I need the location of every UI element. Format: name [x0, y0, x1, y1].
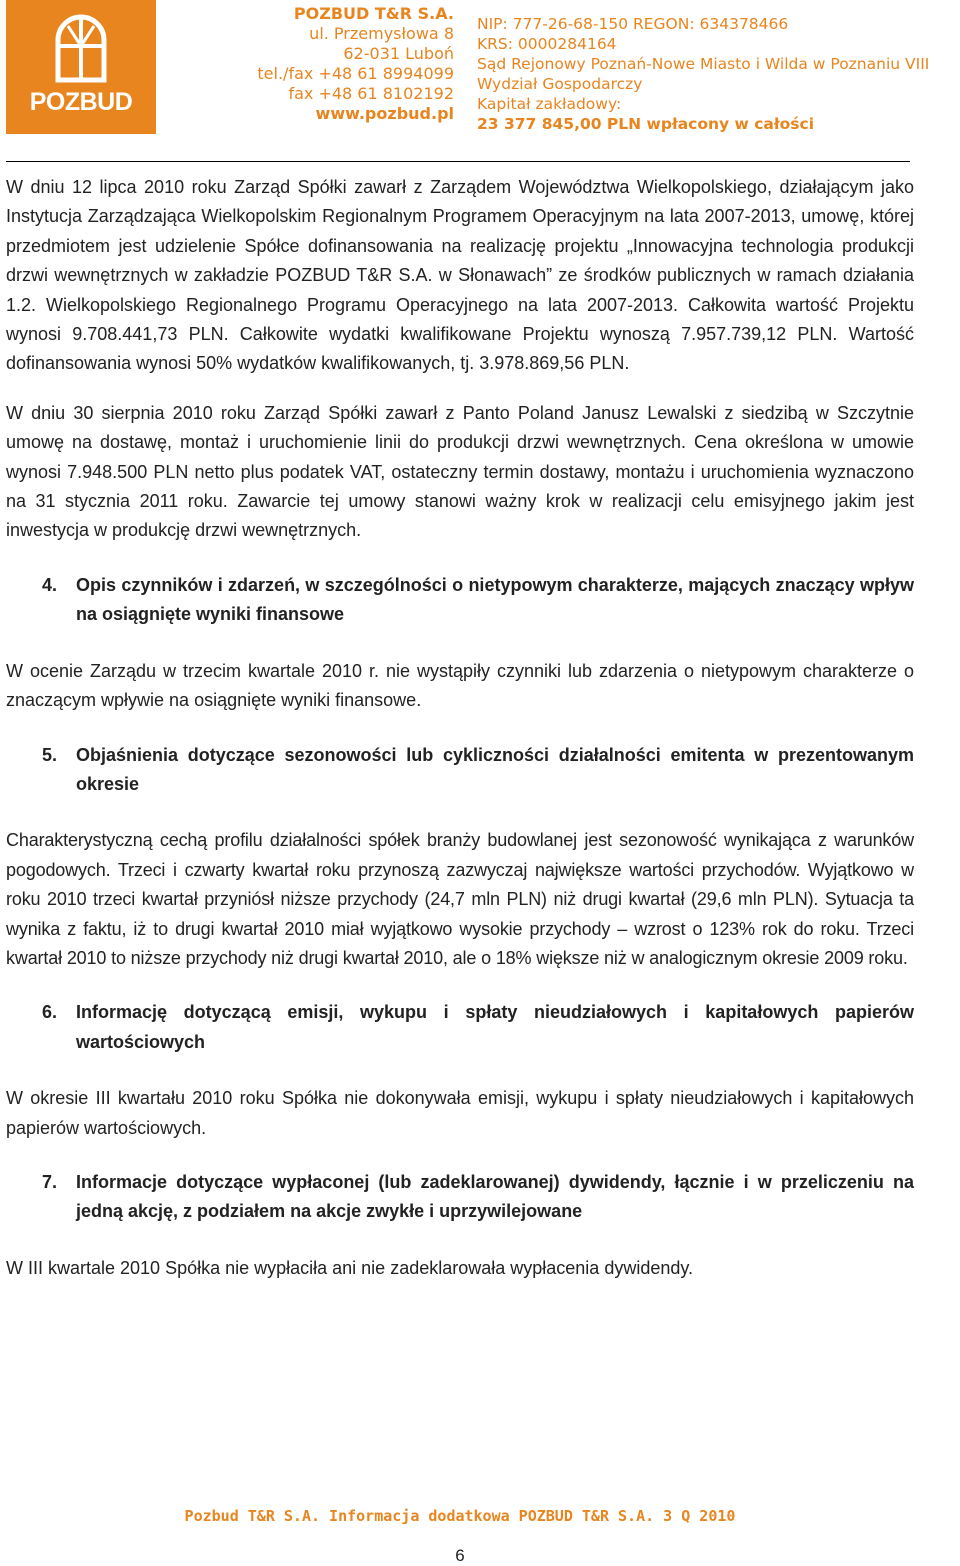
registration-court: Sąd Rejonowy Poznań-Nowe Miasto i Wilda w Poznaniu VIII — [477, 55, 930, 73]
company-address-block — [240, 4, 454, 124]
registration-block — [477, 14, 960, 134]
company-street: ul. Przemysłowa 8 — [309, 24, 454, 43]
section-title: Objaśnienia dotyczące sezonowości lub cykliczności działalności emitenta w prezentowanym okresie — [76, 744, 914, 794]
page-footer: Pozbud T&R S.A. Informacja dodatkowa POZBUD T&R S.A. 3 Q 2010 — [184, 1507, 736, 1525]
section-4-text: W ocenie Zarządu w trzecim kwartale 2010 r. nie wystąpiły czynniki lub zdarzenia o nietypowym charakterze o znaczącym wpływie na osiągnięte wyniki finansowe. — [6, 660, 914, 711]
company-telfax: tel./fax +48 61 8994099 — [257, 64, 454, 83]
section-number: 4. — [42, 574, 58, 595]
section-title: Informacje dotyczące wypłaconej (lub zadeklarowanej) dywidendy, łącznie i w przeliczeniu na jedną akcję, z podziałem na akcje zwykłe i uprzywilejowane — [76, 1171, 914, 1222]
company-logo — [6, 0, 156, 134]
nip-regon: NIP: 777-26-68-150 REGON: 634378466 — [477, 15, 789, 33]
paragraph-production-line-contract: W dniu 30 sierpnia 2010 roku Zarząd Spółki zawarł z Panto Poland Janusz Lewalski z siedzibą w Szczytnie umowę na dostawę, montaż i uruchomienie linii do produkcji drzwi wewnętrznych. Cena określona w umowie wynosi 7.948.500 PLN netto plus podatek VAT, ostateczny termin dostawy, montażu i uruchomienia wyznaczono na 31 stycznia 2011 roku. Zawarcie tej umowy stanowi ważny krok w realizacji celu emisyjnego jakim jest inwestycja w produkcję drzwi wewnętrznych. — [6, 402, 914, 541]
document-body — [6, 173, 914, 1303]
krs-number: KRS: 0000284164 — [477, 35, 617, 53]
logo-wordmark: POZBUD — [29, 88, 133, 116]
section-7-text: W III kwartale 2010 Spółka nie wypłaciła ani nie zadeklarowała wypłacenia dywidendy. — [6, 1257, 694, 1278]
registration-department: Wydział Gospodarczy — [477, 75, 643, 93]
section-number: 7. — [42, 1171, 58, 1192]
section-7-heading — [6, 1168, 914, 1227]
section-number: 5. — [42, 744, 58, 765]
section-4-heading — [6, 571, 914, 630]
company-city: 62-031 Luboń — [343, 44, 454, 63]
section-5-text: Charakterystyczną cechą profilu działalności spółek branży budowlanej jest sezonowość wynikająca z warunków pogodowych. Trzeci i czwarty kwartał roku przynoszą zazwyczaj największe wartości przychodów. Wyjątkowo w roku 2010 trzeci kwartał przyniósł niższe przychody (24,7 mln PLN) niż drugi kwartał (29,6 mln PLN). Sytuacja ta wynika z faktu, iż to drugi kwartał 2010 miał wyjątkowo wysokie przychody – wzrost o 123% rok do roku. Trzeci kwartał 2010 to niższe przychody niż drugi kwartał 2010, ale o 18% większe niż w analogicznym okresie 2009 roku. — [6, 830, 914, 968]
company-fax: fax +48 61 8102192 — [288, 84, 454, 103]
header-divider — [6, 161, 910, 162]
capital-value: 23 377 845,00 PLN wpłacony w całości — [477, 115, 815, 133]
section-title: Informację dotyczącą emisji, wykupu i spłaty nieudziałowych i kapitałowych papierów wartościowych — [76, 1002, 914, 1052]
section-6-text: W okresie III kwartału 2010 roku Spółka nie dokonywała emisji, wykupu i spłaty nieudziałowych i kapitałowych papierów wartościowych. — [6, 1088, 914, 1138]
company-website-link[interactable]: www.pozbud.pl — [315, 104, 454, 123]
page-number: 6 — [455, 1546, 465, 1565]
section-5-heading — [6, 741, 914, 800]
capital-label: Kapitał zakładowy: — [477, 95, 622, 113]
paragraph-cofinancing-agreement: W dniu 12 lipca 2010 roku Zarząd Spółki zawarł z Zarządem Województwa Wielkopolskiego, działającym jako Instytucja Zarządzająca Wielkopolskim Regionalnym Programem Operacyjnym na lata 2007-2013, umowę, której przedmiotem jest udzielenie Spółce dofinansowania na realizację projektu „Innowacyjna technologia produkcji drzwi wewnętrznych w zakładzie POZBUD T&R S.A. w Słonawach” ze środków publicznych w ramach działania 1.2. Wielkopolskiego Regionalnego Programu Operacyjnego na lata 2007-2013. Całkowita wartość Projektu wynosi 9.708.441,73 PLN. Całkowite wydatki kwalifikowane Projektu wynoszą 7.957.739,12 PLN. Wartość dofinansowania wynosi 50% wydatków kwalifikowanych, tj. 3.978.869,56 PLN. — [6, 177, 914, 374]
section-title: Opis czynników i zdarzeń, w szczególności o nietypowym charakterze, mających znaczący wpływ na osiągnięte wyniki finansowe — [76, 574, 914, 625]
section-number: 6. — [42, 1002, 58, 1023]
section-6-heading — [6, 998, 914, 1057]
company-name: POZBUD T&R S.A. — [293, 4, 454, 23]
